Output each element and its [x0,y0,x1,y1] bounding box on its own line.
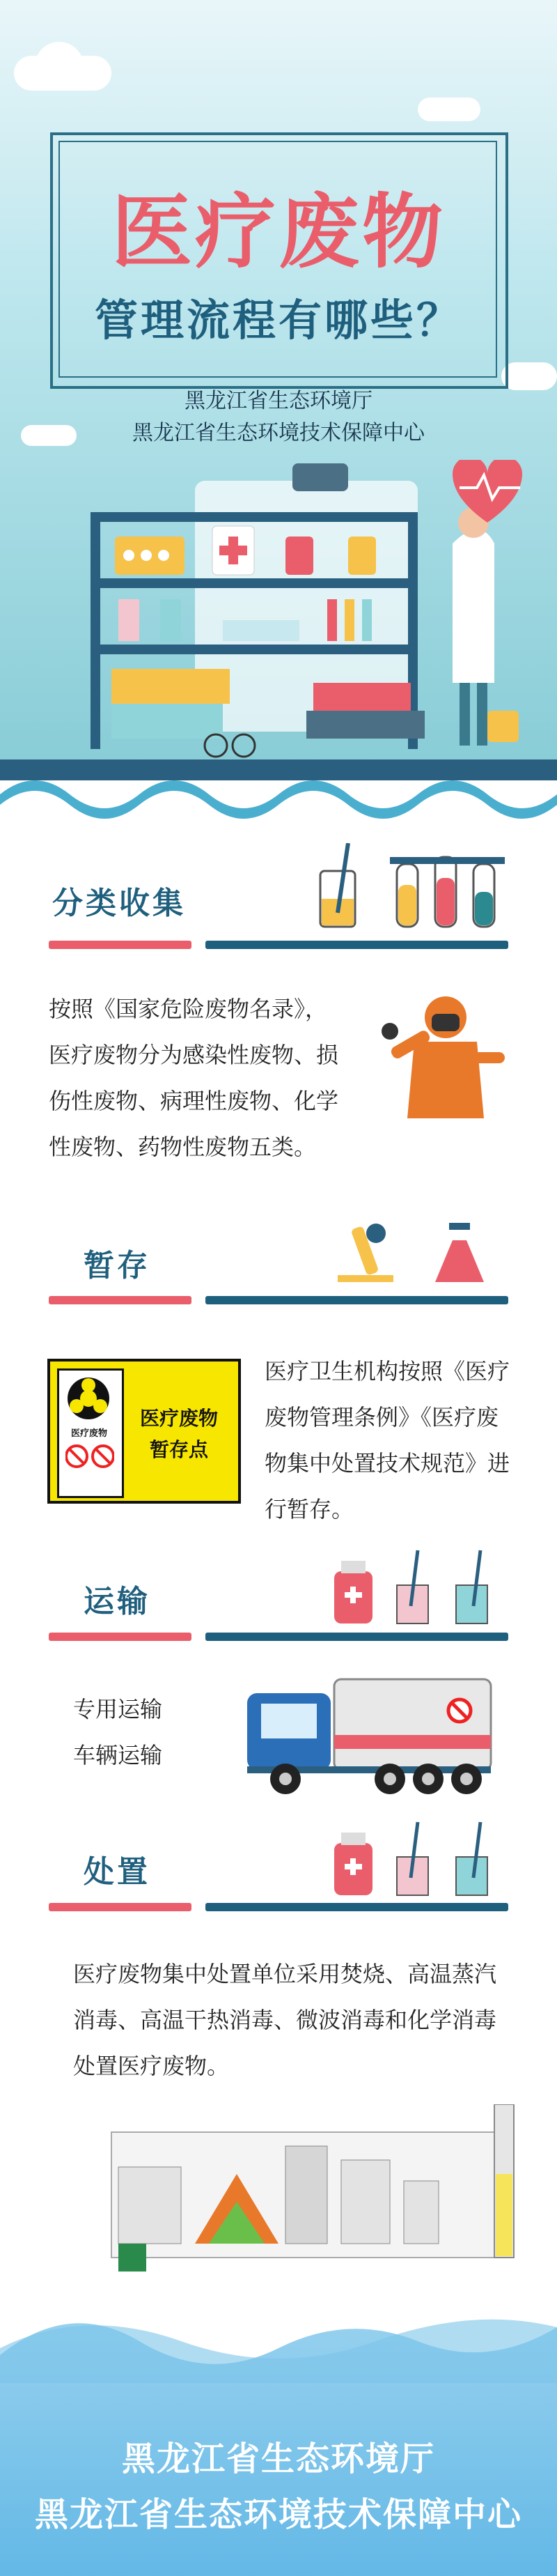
heading-underline-red [49,941,191,949]
no-smoking-icons [65,1444,114,1469]
sign-subtitle: 暂存点 [149,1438,208,1461]
biohazard-icon [64,1374,113,1423]
classify-description: 按照《国家危险废物名录》，医疗废物分为感染性废物、损伤性废物、病理性废物、化学性废物、药物性废物五类。 [49,996,339,1160]
heading-underline-blue [205,1903,508,1911]
test-tubes-icon [306,843,515,934]
lab-shelf-illustration [0,460,557,780]
wave-decoration [0,2285,557,2397]
transport-truck-illustration [244,1669,494,1798]
section-heading-disposal: 处置 [84,1854,150,1890]
cloud-illustration [418,98,480,121]
heading-underline-red [49,1903,191,1911]
transport-line-1: 专用运输 [73,1696,163,1722]
sub-title: 管理流程有哪些？ [94,295,462,346]
heading-underline-blue [205,1296,508,1304]
org-name-1: 黑龙江省生态环境厅 [185,389,372,413]
disposal-description: 医疗废物集中处置单位采用焚烧、高温蒸汽消毒、高温干热消毒、微波消毒和化学消毒处置医疗废物。 [73,1961,497,2079]
storage-warning-sign [47,1359,241,1504]
footer-org-1: 黑龙江省生态环境厅 [121,2439,435,2478]
hazmat-worker-illustration [376,989,508,1129]
heading-underline-blue [205,1633,508,1641]
medicine-bottles-icon [327,1815,508,1899]
transport-line-2: 车辆运输 [73,1742,163,1768]
wave-divider [0,766,557,836]
org-name-2: 黑龙江省生态环境技术保障中心 [132,421,425,445]
section-heading-classify: 分类收集 [52,886,186,921]
heading-underline-red [49,1633,191,1641]
section-heading-transport: 运输 [84,1584,150,1619]
section-heading-storage: 暂存 [84,1248,150,1283]
heading-underline-red [49,1296,191,1304]
incineration-plant-diagram [91,2104,536,2278]
main-title: 医疗废物 [111,185,446,279]
microscope-flask-icon [331,1212,512,1289]
sign-small-label: 医疗废物 [70,1428,107,1439]
heading-underline-blue [205,941,508,949]
sign-title: 医疗废物 [139,1407,218,1430]
footer-banner [0,2285,557,2576]
footer-org-2: 黑龙江省生态环境技术保障中心 [34,2495,522,2534]
medicine-bottles-icon [327,1543,508,1627]
hero-banner [0,0,557,780]
storage-description: 医疗卫生机构按照《医疗废物管理条例》《医疗废物集中处置技术规范》进行暂存。 [265,1358,510,1522]
